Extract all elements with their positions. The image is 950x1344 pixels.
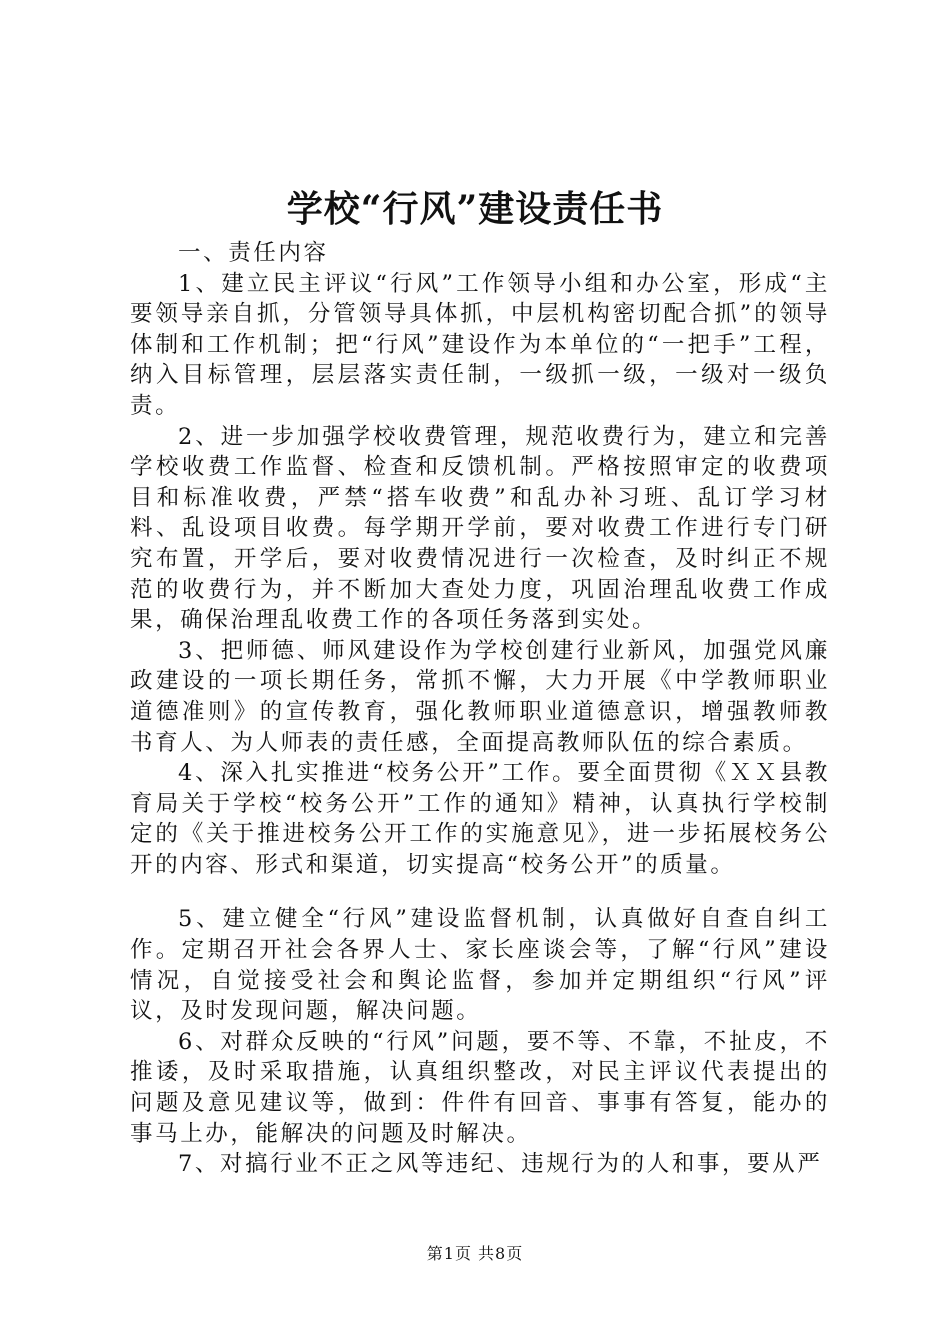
document-body (130, 238, 830, 1180)
section-heading: 一、责任内容 (178, 240, 329, 266)
paragraph-1: 1、建立民主评议“行风”工作领导小组和办公室，形成“主要领导亲自抓，分管领导具体抓，中层机构密切配合抓”的领导体制和工作机制；把“行风”建设作为本单位的“一把手”工程，纳入目标管理，层层落实责任制，一级抓一级，一级对一级负责。 (130, 270, 830, 419)
paragraph-4: 4、深入扎实推进“校务公开”工作。要全面贯彻《ＸＸ县教育局关于学校“校务公开”工作的通知》精神，认真执行学校制定的《关于推进校务公开工作的实施意见》，进一步拓展校务公开的内容、形式和渠道，切实提高“校务公开”的质量。 (130, 760, 830, 878)
page-indicator: 第1页 共8页 (426, 1244, 524, 1263)
paragraph-6: 6、对群众反映的“行风”问题，要不等、不靠，不扯皮，不推诿，及时采取措施，认真组织整改，对民主评议代表提出的问题及意见建议等，做到：件件有回音、事事有答复，能办的事马上办，能解决的问题及时解决。 (130, 1028, 830, 1147)
paragraph-5: 5、建立健全“行风”建设监督机制，认真做好自查自纠工作。定期召开社会各界人士、家长座谈会等，了解“行风”建设情况，自觉接受社会和舆论监督，参加并定期组织“行风”评议，及时发现问题，解决问题。 (130, 906, 830, 1025)
document-title: 学校“行风”建设责任书 (286, 188, 664, 230)
paragraph-2: 2、进一步加强学校收费管理，规范收费行为，建立和完善学校收费工作监督、检查和反馈机制。严格按照审定的收费项目和标准收费，严禁“搭车收费”和乱办补习班、乱订学习材料、乱设项目收费。每学期开学前，要对收费工作进行专门研究布置，开学后，要对收费情况进行一次检查，及时纠正不规范的收费行为，并不断加大查处力度，巩固治理乱收费工作成果，确保治理乱收费工作的各项任务落到实处。 (130, 423, 830, 634)
paragraph-7: 7、对搞行业不正之风等违纪、违规行为的人和事，要从严 (178, 1151, 823, 1178)
paragraph-3: 3、把师德、师风建设作为学校创建行业新风，加强党风廉政建设的一项长期任务，常抓不懈，大力开展《中学教师职业道德准则》的宣传教育，强化教师职业道德意识，增强教师教书育人、为人师表的责任感，全面提高教师队伍的综合素质。 (130, 637, 830, 756)
